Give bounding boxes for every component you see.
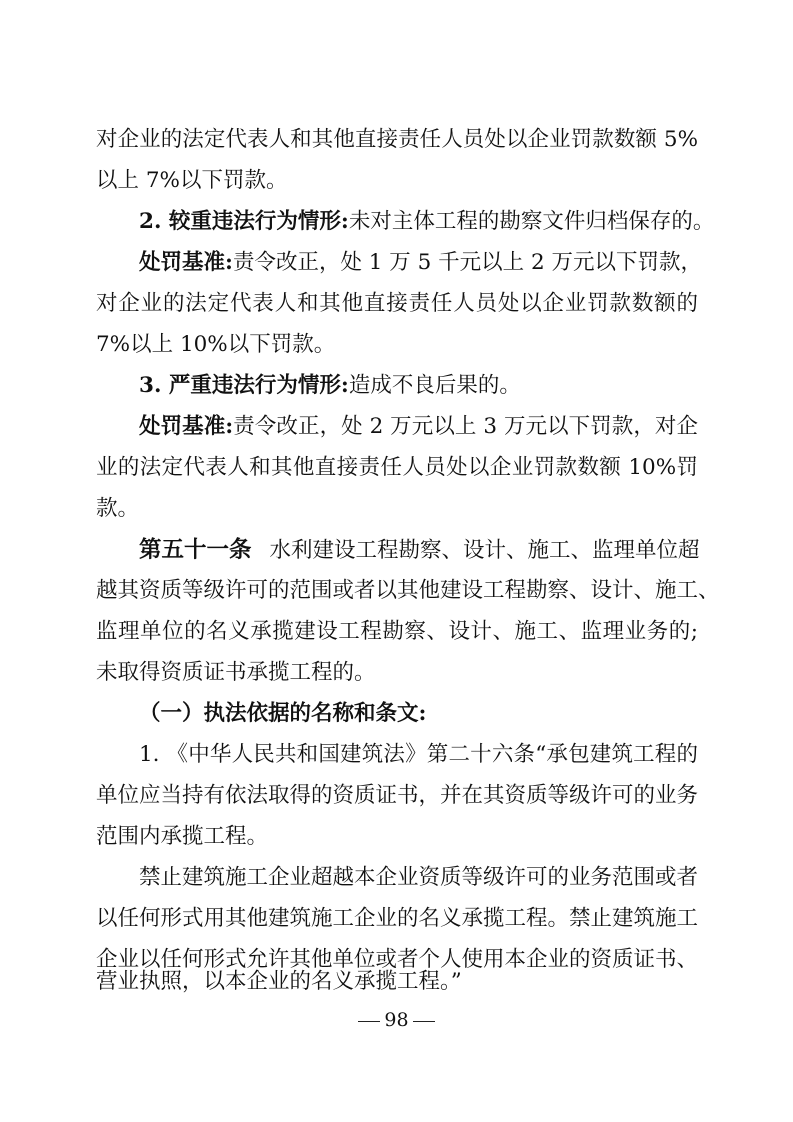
text-span: 责令改正，处 2 万元以上 3 万元以下罚款，对企 <box>233 414 698 439</box>
heading-label: 2. 较重违法行为情形: <box>139 209 349 234</box>
text-line: 业的法定代表人和其他直接责任人员处以企业罚款数额 10%罚 <box>96 455 698 480</box>
text-span: 未对主体工程的勘察文件归档保存的。 <box>348 209 715 234</box>
text-line: 对企业的法定代表人和其他直接责任人员处以企业罚款数额的 <box>96 291 698 316</box>
text-line: 未取得资质证书承揽工程的。 <box>96 660 376 685</box>
dash-left <box>358 1021 380 1022</box>
heading-label: 处罚基准: <box>139 414 234 439</box>
dash-right <box>413 1021 435 1022</box>
text-line: 单位应当持有依法取得的资质证书，并在其资质等级许可的业务 <box>96 783 699 808</box>
page-number <box>0 1008 793 1032</box>
text-span: 水利建设工程勘察、设计、施工、监理单位超 <box>269 538 700 563</box>
text-line: 对企业的法定代表人和其他直接责任人员处以企业罚款数额 5% <box>96 127 698 152</box>
text-line: 监理单位的名义承揽建设工程勘察、设计、施工、监理业务的; <box>96 619 698 644</box>
text-line: 以上 7%以下罚款。 <box>96 168 288 193</box>
text-line <box>139 413 698 441</box>
text-span: 造成不良后果的。 <box>348 373 521 398</box>
text-line: 1. 《中华人民共和国建筑法》第二十六条“承包建筑工程的 <box>139 742 698 767</box>
text-span: 责令改正，处 1 万 5 千元以上 2 万元以下罚款， <box>232 250 702 275</box>
heading-label: 3. 严重违法行为情形: <box>139 373 349 398</box>
text-line <box>139 372 521 400</box>
text-line: 以任何形式用其他建筑施工企业的名义承揽工程。禁止建筑施工 <box>96 906 699 931</box>
section-heading: （一）执法依据的名称和条文: <box>139 701 427 726</box>
text-line <box>139 208 715 236</box>
text-line <box>139 249 702 277</box>
heading-label: 处罚基准: <box>139 250 233 275</box>
text-line: 禁止建筑施工企业超越本企业资质等级许可的业务范围或者 <box>139 865 699 890</box>
text-line: 7%以上 10%以下罚款。 <box>96 332 336 357</box>
text-line: 款。 <box>96 496 140 521</box>
text-line: 营业执照，以本企业的名义承揽工程。” <box>96 969 462 994</box>
text-line: 企业以任何形式允许其他单位或者个人使用本企业的资质证书、 <box>96 947 699 972</box>
text-line: 范围内承揽工程。 <box>96 824 269 849</box>
article-heading-line <box>139 536 698 564</box>
page-number-value: 98 <box>384 1009 409 1031</box>
text-line: 越其资质等级许可的范围或者以其他建设工程勘察、设计、施工、 <box>96 578 720 603</box>
article-number: 第五十一条 <box>139 537 252 563</box>
